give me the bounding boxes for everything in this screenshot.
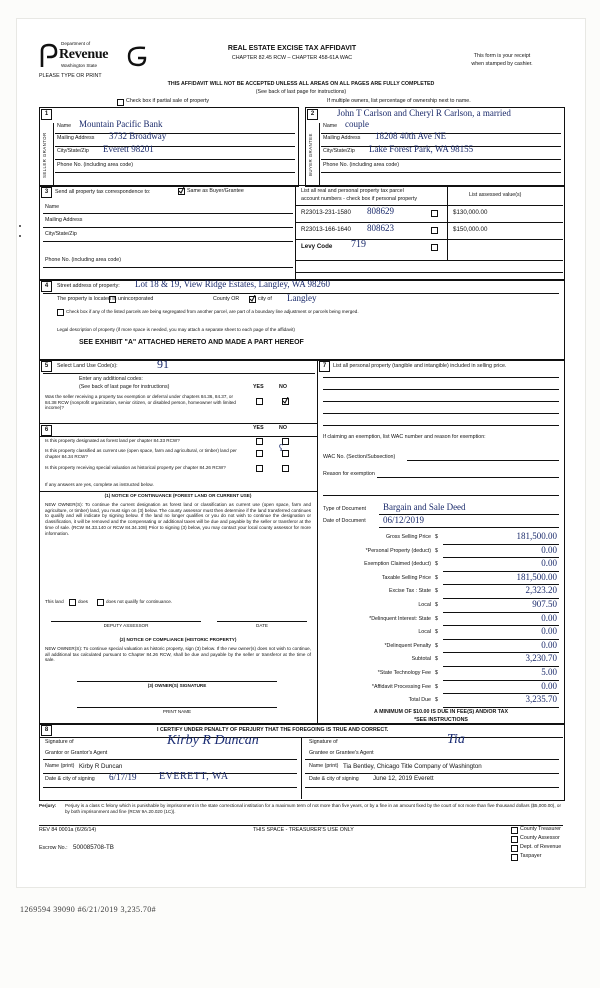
form-subtitle: CHAPTER 82.45 RCW – CHAPTER 458-61A WAC: [231, 55, 353, 61]
recorder-stamp: 1269594 39090 #6/21/2019 3,235.70#: [20, 905, 157, 914]
exemption-claim-label: If claiming an exemption, list WAC number and reason for exemption:: [323, 434, 486, 440]
amount-row: [323, 613, 559, 627]
amount-label: *Delinquent Interest: State: [369, 615, 431, 622]
parcel-row-2-number: R23013-166-1640: [301, 226, 351, 233]
historic-yes-checkbox[interactable]: [256, 465, 263, 472]
current-use-yes-checkbox[interactable]: [256, 450, 263, 457]
dept-line3: Washington State: [61, 63, 98, 68]
seller-name-value[interactable]: Mountain Pacific Bank: [79, 119, 163, 129]
county-assessor-checkbox[interactable]: [511, 836, 518, 843]
located-in-label: The property is located in: [57, 296, 117, 302]
affidavit-sheet: [16, 18, 586, 888]
amount-label: *Affidavit Processing Fee: [371, 683, 431, 690]
grantor-city-value: EVERETT, WA: [159, 771, 229, 782]
sec3-city-label: City/State/Zip: [45, 231, 77, 237]
grantee-signature-script: Tia: [447, 732, 465, 747]
buyer-name-label: Name: [323, 123, 338, 129]
buyer-vertical-label: BUYER GRANTEE: [308, 133, 313, 177]
does-qualify-checkbox[interactable]: [69, 599, 76, 606]
section-2-number: 2: [307, 109, 318, 120]
deputy-assessor-date-label: DATE: [256, 623, 268, 628]
grantee-agent-label: Grantee or Grantee's Agent: [309, 750, 374, 756]
seller-name-label: Name: [57, 123, 72, 129]
taxpayer-label: Taxpayer: [520, 853, 542, 859]
county-treasurer-label: County Treasurer: [520, 826, 561, 832]
sec6-no-label: NO: [279, 425, 287, 431]
buyer-city-value[interactable]: Lake Forest Park, WA 98155: [369, 144, 474, 154]
does-not-label: does not qualify for continuance.: [106, 599, 173, 604]
buyer-name-value-2[interactable]: couple: [345, 119, 369, 129]
amount-prefix: $: [435, 534, 438, 540]
notice-compliance-title: (2) NOTICE OF COMPLIANCE (HISTORIC PROPERTY): [119, 637, 237, 642]
certify-text: I CERTIFY UNDER PENALTY OF PERJURY THAT THE FOREGOING IS TRUE AND CORRECT.: [157, 727, 389, 733]
amount-row: [323, 681, 559, 695]
section-8-number: 8: [41, 725, 52, 736]
does-not-qualify-checkbox[interactable]: [97, 599, 104, 606]
section-3-number: 3: [41, 187, 52, 198]
amount-row: [323, 558, 559, 572]
grantor-signature-script: Kirby R Duncan: [167, 733, 259, 748]
parcel-row-2-hand: 808623: [367, 223, 394, 233]
escrow-label: Escrow No.:: [39, 845, 68, 851]
partial-sale-label: Check box if partial sale of property: [126, 98, 210, 104]
buyer-mailing-value[interactable]: 18208 40th Ave NE: [375, 131, 447, 141]
same-as-buyer-label: Same as Buyer/Grantee: [187, 188, 244, 194]
grantor-name-value: Kirby R Duncan: [79, 763, 123, 770]
type-of-document-label: Type of Document: [323, 506, 366, 512]
amount-prefix: $: [435, 683, 438, 690]
county-treasurer-checkbox[interactable]: [511, 827, 518, 834]
sec6-yes-label: YES: [253, 425, 264, 431]
notice-compliance-body: NEW OWNER(S): To continue special valuation as historic property, sign (3) below. If the new owner(s) does not wish to continue, all additional tax calculated pursuant to Chapter 84.26 RCW, shall be due and payable by the seller or transferor at the time of sale.: [45, 646, 311, 663]
type-of-document-value[interactable]: Bargain and Sale Deed: [383, 502, 466, 512]
amount-value: 5.00: [541, 666, 557, 677]
wac-number-label: WAC No. (Section/Subsection): [323, 454, 396, 460]
amount-prefix: $: [435, 656, 438, 663]
amount-row: [323, 653, 559, 667]
grantee-signature-label: Signature of: [309, 739, 338, 745]
same-as-buyer-checkbox[interactable]: [178, 188, 185, 195]
grantee-name-label: Name (print): [309, 763, 339, 769]
seller-city-label: City/State/Zip: [57, 148, 89, 154]
amount-value: 0.00: [541, 612, 557, 623]
segregate-checkbox[interactable]: [57, 309, 64, 316]
personal-property-title: List all personal property (tangible and intangible) included in selling price.: [333, 363, 507, 369]
historic-property-question: Is this property receiving special valuation as historical property per chapter 84.26 RCW?: [45, 465, 226, 470]
levy-code-label: Levy Code: [301, 243, 333, 250]
land-use-code-value[interactable]: 91: [157, 357, 169, 371]
amount-label: Total Due: [408, 697, 431, 704]
buyer-mailing-label: Mailing Address: [323, 135, 361, 141]
notice-continuance-body: NEW OWNER(S): To continue the current designation as forest land or classification as current use (open space, farm and agriculture, or timber) land, you must sign on (3) below. The county assessor must then determine if the land transferred continues to qualify and will indicate by signing below. If the land no longer qualifies or you do not wish to continue the designation or classification, it will be removed and the compensating or additional taxes will be due and payable by the seller or transferor at the time of sale. (RCW 84.33.140 or RCW 84.34.108) Prior to signing (3) below, you may contact your local county assessor for more information.: [45, 502, 311, 536]
levy-code-value: 719: [351, 239, 366, 250]
grantor-signature-label: Signature of: [45, 739, 74, 745]
street-address-label: Street address of property:: [57, 283, 120, 289]
amount-label: Exemption Claimed (deduct): [364, 561, 431, 568]
enter-additional-codes-label: Enter any additional codes:: [79, 376, 143, 382]
sec3-phone-label: Phone No. (including area code): [45, 257, 121, 263]
assessed-value-header: List assessed value(s): [469, 192, 522, 198]
revenue-swirl-icon: [125, 44, 149, 73]
sec5-no-label: NO: [279, 384, 287, 390]
county-or-label: County OR: [213, 296, 240, 302]
grantee-date-label: Date & city of signing: [309, 776, 359, 782]
perjury-text: Perjury is a class C felony which is punishable by imprisonment in the state correctional institution for a maximum term of not more than five years, or by a fine in an amount fixed by the court of not more than five thousand dollars ($5,000.00), or by both imprisonment and fine (RCW 9A.20.020 (1C)).: [65, 803, 561, 814]
seller-mailing-value[interactable]: 3732 Broadway: [109, 131, 167, 141]
amount-label: *Delinquent Penalty: [384, 642, 431, 649]
amount-label: Gross Selling Price: [385, 534, 431, 540]
treasurer-use-label: THIS SPACE - TREASURER'S USE ONLY: [253, 827, 354, 833]
section-5-number: 5: [41, 361, 52, 372]
amount-row: [323, 599, 559, 613]
forest-land-question: Is this property designated as forest land per chapter 84.33 RCW?: [45, 438, 180, 443]
warning-subtext: (See back of last page for instructions): [255, 89, 347, 95]
amount-prefix: $: [435, 547, 438, 554]
section-4-box: [39, 279, 565, 361]
seller-exemption-yes-checkbox[interactable]: [256, 398, 263, 405]
unincorporated-checkbox[interactable]: [109, 296, 116, 303]
amount-label: Subtotal: [411, 656, 431, 663]
sec3-mailing-label: Mailing Address: [45, 217, 83, 223]
amount-row: [323, 545, 559, 559]
section-7-number: 7: [319, 361, 330, 372]
city-of-label: city of: [258, 296, 272, 302]
notice-continuance-title: (1) NOTICE OF CONTINUANCE (FOREST LAND OR CURRENT USE): [104, 493, 252, 498]
segregate-note: Check box if any of the listed parcels are being segregated from another parcel, are part of a boundary line adjustment or parcels being merged.: [66, 309, 359, 314]
dept-revenue-label: Dept. of Revenue: [520, 844, 562, 850]
print-name-label: PRINT NAME: [162, 709, 192, 714]
amount-prefix: $: [435, 642, 438, 649]
unincorporated-label: unincorporated: [118, 296, 154, 302]
see-back-label: (See back of last page for instructions): [79, 384, 170, 390]
amount-prefix: $: [435, 574, 438, 581]
minimum-due-note: A MINIMUM OF $10.00 IS DUE IN FEE(S) AND/OR TAX: [373, 709, 508, 715]
perjury-label: Perjury:: [39, 803, 57, 808]
amount-row: [323, 640, 559, 654]
amount-prefix: $: [435, 615, 438, 622]
dept-line1: Department of: [61, 41, 91, 46]
amount-label: Excise Tax : State: [388, 588, 431, 595]
amount-label: Local: [418, 629, 431, 636]
grantor-date-label: Date & city of signing: [45, 776, 95, 782]
if-any-answers-label: If any answers are yes, complete as instructed below.: [45, 482, 154, 487]
grantor-agent-label: Grantor or Grantor's Agent: [45, 750, 108, 756]
amount-value: 3,230.70: [525, 653, 557, 664]
amount-label: Local: [418, 601, 431, 608]
seller-box: [39, 107, 299, 187]
amount-label: *Personal Property (deduct): [365, 547, 431, 554]
amount-value: 0.00: [541, 639, 557, 650]
land-use-code-label: Select Land Use Code(s):: [57, 363, 118, 369]
deputy-assessor-label: DEPUTY ASSESSOR: [103, 623, 149, 628]
parcel-row-3-personal-checkbox[interactable]: [431, 244, 438, 251]
amount-value: 0.00: [541, 626, 557, 637]
amount-row: [323, 626, 559, 640]
amount-value: 3,235.70: [525, 694, 557, 705]
reason-exemption-label: Reason for exemption: [323, 471, 375, 477]
buyer-phone-label: Phone No. (including area code): [323, 162, 399, 168]
parcel-row-1-number: R23013-231-1580: [301, 209, 351, 216]
send-correspondence-label: Send all property tax correspondence to:: [55, 189, 151, 195]
parcel-header-1: List all real and personal property tax parcel: [301, 188, 404, 194]
date-of-document-value[interactable]: 06/12/2019: [383, 515, 425, 525]
amount-row: [323, 667, 559, 681]
historic-no-checkbox[interactable]: [282, 465, 289, 472]
grantee-name-value: Tia Bentley, Chicago Title Company of Washington: [343, 763, 482, 770]
margin-mark: [19, 235, 21, 237]
amount-prefix: $: [435, 629, 438, 636]
section-4-number: 4: [41, 281, 52, 292]
multiple-owners-note: If multiple owners, list percentage of ownership next to name.: [327, 98, 471, 104]
receipt-note-2: when stamped by cashier.: [471, 61, 533, 67]
legal-description-value: SEE EXHIBIT "A" ATTACHED HERETO AND MADE A PART HEREOF: [79, 339, 304, 346]
amount-label: *State Technology Fee: [377, 669, 431, 676]
amount-row: [323, 694, 559, 708]
section-6-number: 6: [41, 425, 52, 436]
see-instructions-note: *SEE INSTRUCTIONS: [414, 717, 468, 723]
seller-mailing-label: Mailing Address: [57, 135, 95, 141]
form-title: REAL ESTATE EXCISE TAX AFFIDAVIT: [227, 45, 357, 52]
amount-value: 907.50: [532, 598, 557, 609]
current-use-no-checkbox[interactable]: [282, 450, 289, 457]
owners-signature-label: (3) OWNER(S) SIGNATURE: [147, 683, 207, 688]
taxpayer-checkbox[interactable]: [511, 854, 518, 861]
sec3-name-label: Name: [45, 204, 60, 210]
escrow-value: 500085708-TB: [73, 844, 114, 851]
parcel-row-2-value: $150,000.00: [453, 226, 488, 233]
section-1-number: 1: [41, 109, 52, 120]
amount-value: 181,500.00: [516, 571, 557, 582]
seller-exemption-no-checkbox[interactable]: [282, 398, 289, 405]
seller-vertical-label: SELLER GRANTOR: [42, 132, 47, 178]
rev-number: REV 84 0001a (6/26/14): [39, 827, 97, 833]
buyer-name-value-1[interactable]: John T Carlson and Cheryl R Carlson, a married: [337, 108, 511, 118]
parcel-header-2: account numbers - check box if personal property: [301, 196, 418, 202]
amount-prefix: $: [435, 669, 438, 676]
sec5-yes-label: YES: [253, 384, 264, 390]
grantor-name-label: Name (print): [45, 763, 75, 769]
warning-text: THIS AFFIDAVIT WILL NOT BE ACCEPTED UNLESS ALL AREAS ON ALL PAGES ARE FULLY COMPLETED: [167, 81, 435, 87]
parcel-row-2-personal-checkbox[interactable]: [431, 227, 438, 234]
amount-prefix: $: [435, 561, 438, 568]
street-address-value[interactable]: Lot 18 & 19, View Ridge Estates, Langley, WA 98260: [135, 279, 331, 289]
amount-value: 181,500.00: [516, 531, 557, 541]
parcel-row-1-personal-checkbox[interactable]: [431, 210, 438, 217]
grantee-date-value: June 12, 2019 Everett: [373, 775, 434, 782]
amount-value: 2,323.20: [525, 585, 557, 596]
margin-mark: [19, 225, 21, 227]
please-type-label: PLEASE TYPE OR PRINT: [39, 73, 102, 79]
partial-sale-checkbox[interactable]: [117, 99, 124, 106]
dept-line2: Revenue: [59, 47, 109, 62]
date-of-document-label: Date of Document: [323, 518, 366, 524]
grantor-date-value: 6/17/19: [109, 772, 137, 782]
tax-amount-rows: [323, 531, 559, 708]
seller-city-value[interactable]: Everett 98201: [103, 144, 154, 154]
section-6-hand-marks: ʕ: [279, 443, 283, 453]
current-use-question: Is this property classified as current use (open space, farm and agricultural, or timber) land per chapter 84.34 RCW?: [45, 448, 237, 459]
amount-value: 0.00: [541, 544, 557, 555]
city-of-value[interactable]: Langley: [287, 293, 317, 303]
county-assessor-label: County Assessor: [520, 835, 560, 841]
forest-land-yes-checkbox[interactable]: [256, 438, 263, 445]
seller-exemption-question: Was the seller receiving a property tax exemption or deferral under chapters 84.36, 84.37, or 84.38 RCW (nonprofit organization, senior citizen, or disabled person, homeowner with limited income)?: [45, 394, 236, 411]
amount-row: [323, 585, 559, 599]
does-label: does: [78, 599, 88, 604]
parcel-row-1-value: $130,000.00: [453, 209, 488, 216]
amount-prefix: $: [435, 601, 438, 608]
dor-seal-icon: [39, 43, 59, 74]
receipt-note-1: This form is your receipt: [473, 53, 531, 59]
city-of-checkbox[interactable]: [249, 296, 256, 303]
this-land-label: This land: [45, 599, 64, 604]
buyer-city-label: City/State/Zip: [323, 148, 355, 154]
parcel-row-1-hand: 808629: [367, 206, 394, 216]
legal-description-label: Legal description of property (if more space is needed, you may attach a separate sheet to each page of the affidavit): [57, 327, 295, 332]
seller-phone-label: Phone No. (including area code): [57, 162, 133, 168]
section-8-box: [39, 723, 565, 801]
amount-prefix: $: [435, 588, 438, 595]
amount-value: 0.00: [541, 680, 557, 691]
amount-row: [323, 531, 559, 545]
amount-label: Taxable Selling Price: [381, 574, 431, 581]
forest-land-no-checkbox[interactable]: [282, 438, 289, 445]
amount-value: 0.00: [541, 558, 557, 569]
amount-prefix: $: [435, 697, 438, 704]
dept-revenue-checkbox[interactable]: [511, 845, 518, 852]
amount-row: [323, 572, 559, 586]
